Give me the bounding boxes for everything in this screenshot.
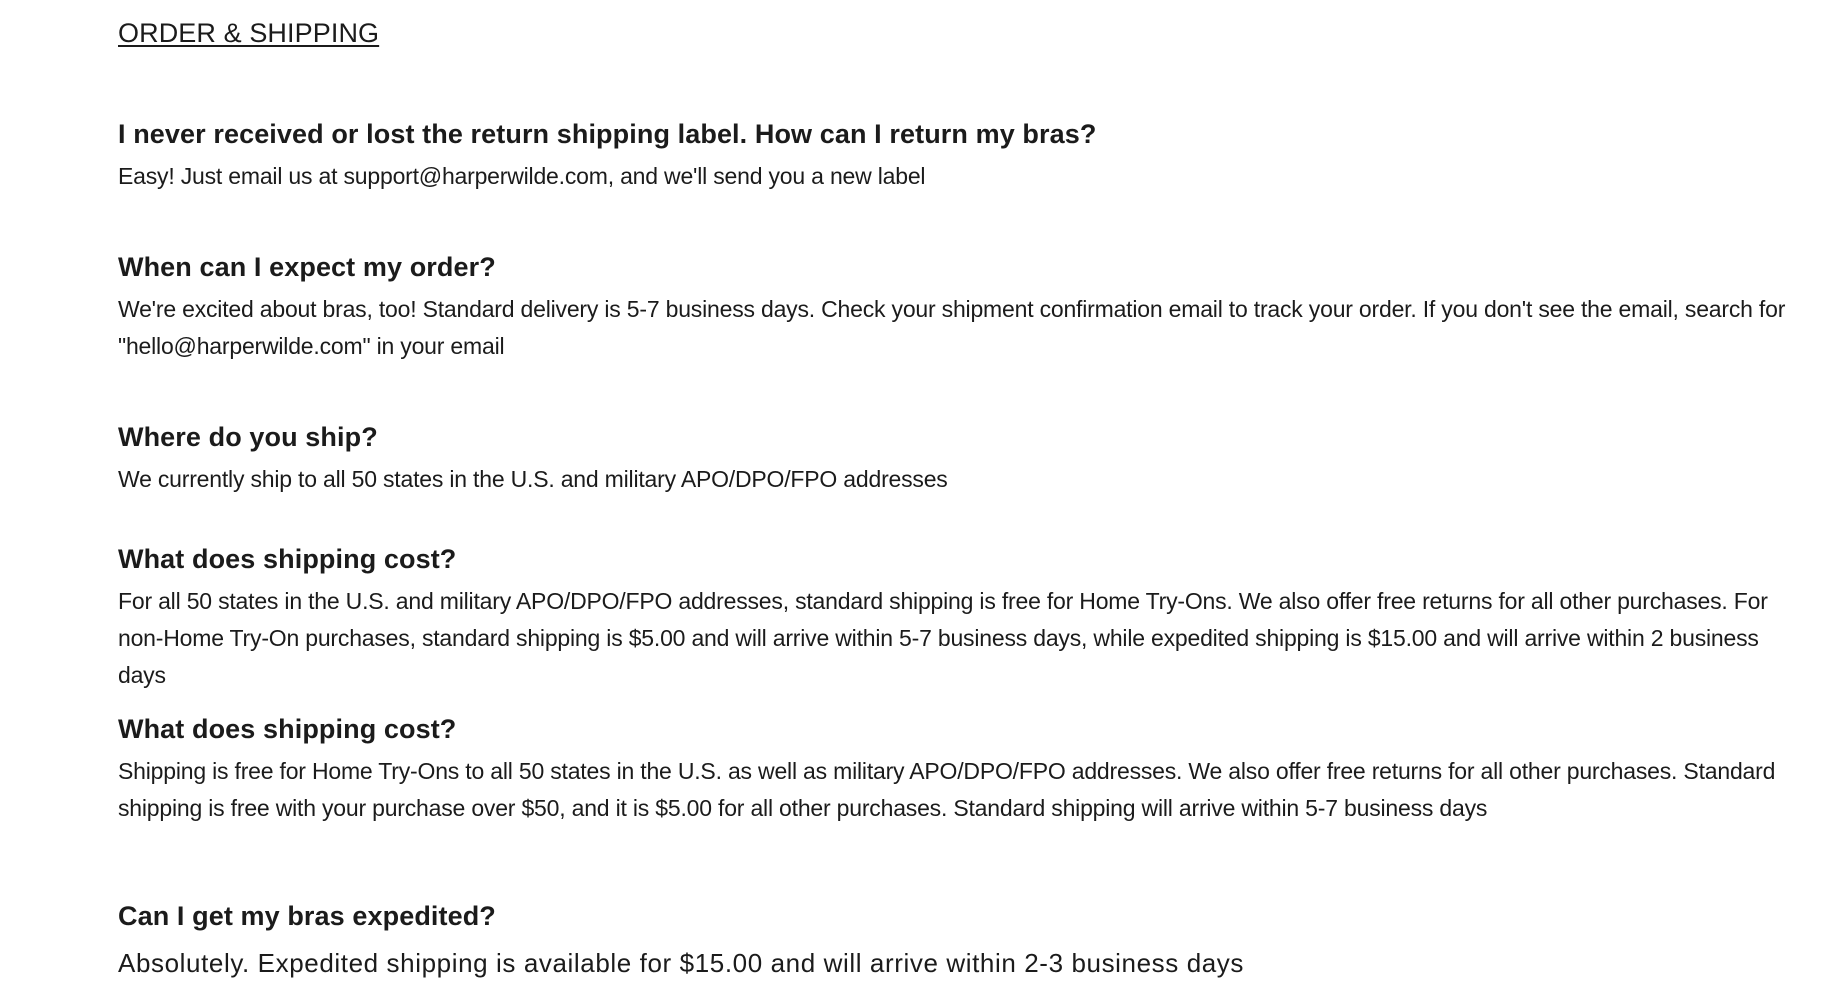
faq-answer: We currently ship to all 50 states in the U.S. and military APO/DPO/FPO addresses [118, 466, 948, 492]
faq-item [118, 116, 1798, 195]
faq-question: I never received or lost the return shipping label. How can I return my bras? [118, 119, 1097, 149]
faq-answer: Absolutely. Expedited shipping is available for $15.00 and will arrive within 2-3 business days [118, 948, 1245, 978]
faq-answer: For all 50 states in the U.S. and military APO/DPO/FPO addresses, standard shipping is free for Home Try-Ons. We also offer free returns for all other purchases. For non-Home Try-On purchases, standard shipping is $5.00 and will arrive within 5-7 business days, while expedited shipping is $15.00 and will arrive within 2 business days [118, 588, 1768, 688]
faq-question: Where do you ship? [118, 422, 378, 452]
faq-answer: Shipping is free for Home Try-Ons to all 50 states in the U.S. as well as military APO/DPO/FPO addresses. We also offer free returns for all other purchases. Standard shipping is free with your purchase over $50, and it is $5.00 for all other purchases. Standard shipping will arrive within 5-7 business days [118, 758, 1776, 821]
faq-item [118, 711, 1798, 827]
faq-item [118, 541, 1798, 694]
faq-item [118, 249, 1798, 365]
faq-question: What does shipping cost? [118, 714, 457, 744]
faq-question: What does shipping cost? [118, 544, 457, 574]
faq-item [118, 898, 1798, 983]
section-title[interactable]: ORDER & SHIPPING [118, 18, 380, 48]
faq-answer: We're excited about bras, too! Standard delivery is 5-7 business days. Check your shipment confirmation email to track your order. If you don't see the email, search for "hello@harperwilde.com" in your email [118, 296, 1786, 359]
faq-question: When can I expect my order? [118, 252, 496, 282]
faq-item [118, 419, 1798, 498]
faq-answer: Easy! Just email us at support@harperwilde.com, and we'll send you a new label [118, 163, 926, 189]
faq-question: Can I get my bras expedited? [118, 901, 496, 931]
